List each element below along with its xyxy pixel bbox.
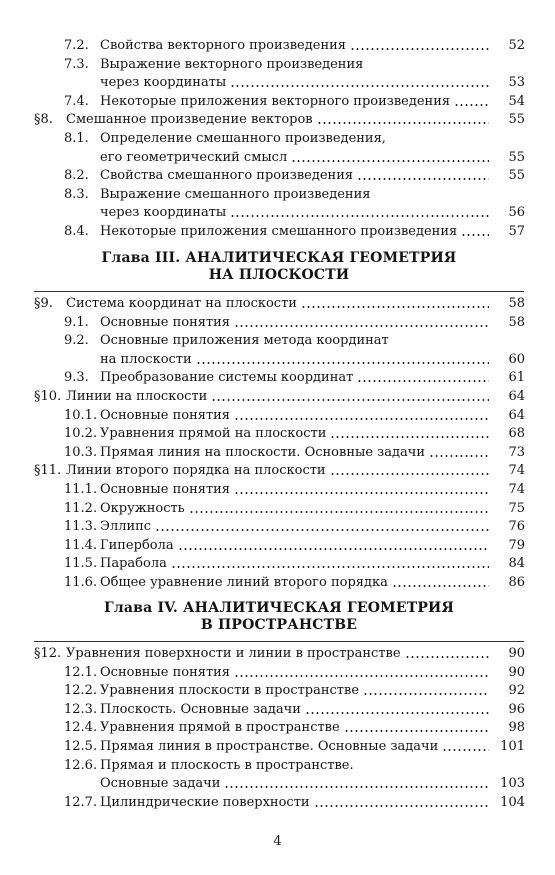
toc-page-number: 79 xyxy=(508,537,525,553)
toc-dot-leader xyxy=(234,675,489,677)
toc-dot-leader xyxy=(230,85,489,87)
toc-entry-title: на плоскости xyxy=(100,351,192,367)
toc-subsection-entry[interactable] xyxy=(64,554,555,572)
toc-subsection-entry[interactable] xyxy=(64,185,555,203)
toc-dot-leader xyxy=(224,786,489,788)
toc-entry-title: Основные приложения метода координат xyxy=(100,333,389,349)
toc-section-entry[interactable] xyxy=(34,387,555,405)
toc-entry-continuation[interactable] xyxy=(100,774,555,792)
toc-entry-title: Основные задачи xyxy=(100,776,221,792)
toc-entry-number: 12.2. xyxy=(64,683,98,699)
toc-dot-leader xyxy=(357,178,489,180)
toc-dot-leader xyxy=(461,234,489,236)
toc-section-entry[interactable] xyxy=(34,644,555,662)
toc-subsection-entry[interactable] xyxy=(64,166,555,184)
toc-dot-leader xyxy=(330,436,489,438)
toc-entry-number: 9.3. xyxy=(64,370,89,386)
toc-subsection-entry[interactable] xyxy=(64,92,555,110)
toc-subsection-entry[interactable] xyxy=(64,573,555,591)
toc-entry-number: 8.4. xyxy=(64,224,89,239)
toc-entry-title: Преобразование системы координат xyxy=(100,370,354,386)
toc-page-number: 55 xyxy=(508,149,525,165)
toc-entry-number: §10. xyxy=(34,389,62,404)
toc-dot-leader xyxy=(363,693,489,695)
toc-entry-title: Плоскость. Основные задачи xyxy=(100,701,301,717)
toc-entry-number: 8.1. xyxy=(64,131,89,146)
toc-page-number: 103 xyxy=(500,776,525,792)
toc-page-number: 60 xyxy=(508,351,525,367)
toc-entry-continuation[interactable] xyxy=(100,350,555,368)
toc-entry-title: Смешанное произведение векторов xyxy=(66,112,313,128)
toc-entry-title: Уравнения плоскости в пространстве xyxy=(100,683,360,699)
toc-subsection-entry[interactable] xyxy=(64,737,555,755)
toc-entry-title: Выражение смешанного произведения xyxy=(100,186,371,202)
toc-entry-number: 11.5. xyxy=(64,556,98,572)
toc-entry-title: Основные понятия xyxy=(100,482,230,497)
toc-entry-title: Некоторые приложения векторного произведения xyxy=(100,93,451,109)
toc-entry-title: Уравнения прямой в пространстве xyxy=(100,720,340,736)
toc-dot-leader xyxy=(314,805,489,807)
toc-subsection-entry[interactable] xyxy=(64,222,555,240)
toc-page-number: 98 xyxy=(508,720,525,736)
toc-entry-title: Свойства смешанного произведения xyxy=(100,168,354,184)
toc-entry-number: 10.2. xyxy=(64,426,98,442)
toc-subsection-entry[interactable] xyxy=(64,536,555,554)
toc-page-number: 75 xyxy=(508,500,525,516)
toc-subsection-entry[interactable] xyxy=(64,443,555,461)
toc-page-number: 52 xyxy=(508,38,525,53)
toc-entry-title: Гипербола xyxy=(100,537,174,553)
toc-entry-title: Прямая линия на плоскости. Основные задачи xyxy=(100,444,426,460)
toc-dot-leader xyxy=(344,730,489,732)
chapter-3-title-line-1: Глава III. АНАЛИТИЧЕСКАЯ ГЕОМЕТРИЯ xyxy=(101,250,457,266)
toc-page-number: 90 xyxy=(508,646,525,661)
toc-entry-number: 10.1. xyxy=(64,407,98,423)
toc-page-number: 55 xyxy=(508,168,525,184)
toc-page-number: 57 xyxy=(508,224,525,239)
toc-dot-leader xyxy=(330,473,489,475)
toc-subsection-entry[interactable] xyxy=(64,129,555,147)
toc-dot-leader xyxy=(171,566,489,568)
chapter-4-divider xyxy=(34,641,524,642)
toc-page-number: 84 xyxy=(508,556,525,572)
toc-subsection-entry[interactable] xyxy=(64,700,555,718)
toc-page-number: 58 xyxy=(508,314,525,330)
toc-entry-number: 11.3. xyxy=(64,519,98,535)
toc-subsection-entry[interactable] xyxy=(64,480,555,498)
toc-entry-continuation[interactable] xyxy=(100,148,555,166)
toc-entry-number: §9. xyxy=(34,296,53,311)
toc-subsection-entry[interactable] xyxy=(64,517,555,535)
toc-subsection-entry[interactable] xyxy=(64,368,555,386)
chapter-3-heading xyxy=(34,250,524,284)
toc-entry-number: 12.6. xyxy=(64,757,98,773)
chapter-3-divider xyxy=(34,291,524,292)
toc-page-number: 58 xyxy=(508,296,525,311)
toc-dot-leader xyxy=(196,362,489,364)
toc-dot-leader xyxy=(230,215,489,217)
toc-section-entry[interactable] xyxy=(34,461,555,479)
toc-entry-title: Выражение векторного произведения xyxy=(100,56,364,72)
toc-page-number: 101 xyxy=(500,739,525,754)
toc-entry-number: 10.3. xyxy=(64,444,98,460)
toc-entry-title: Система координат на плоскости xyxy=(66,296,297,311)
chapter-4-title-line-2: В ПРОСТРАНСТВЕ xyxy=(200,617,358,633)
toc-entry-title: через координаты xyxy=(100,75,227,91)
toc-entry-number: 8.3. xyxy=(64,186,89,202)
toc-subsection-entry[interactable] xyxy=(64,36,555,54)
toc-entry-title: Уравнения прямой на плоскости xyxy=(100,426,327,442)
toc-entry-title: Основные понятия xyxy=(100,407,230,423)
toc-entry-title: Прямая линия в пространстве. Основные задачи xyxy=(100,739,439,754)
toc-page-number: 96 xyxy=(508,701,525,717)
toc-page-number: 56 xyxy=(508,205,525,221)
toc-page-number: 76 xyxy=(508,519,525,535)
toc-page-number: 68 xyxy=(508,426,525,442)
toc-dot-leader xyxy=(405,656,489,658)
toc-entry-number: 11.2. xyxy=(64,500,98,516)
toc-entry-number: 12.1. xyxy=(64,664,98,680)
toc-entry-title: Свойства векторного произведения xyxy=(100,38,346,53)
toc-dot-leader xyxy=(305,712,489,714)
toc-entry-number: §8. xyxy=(34,112,53,128)
toc-subsection-entry[interactable] xyxy=(64,406,555,424)
toc-entry-number: §11. xyxy=(34,463,62,479)
toc-entry-number: 8.2. xyxy=(64,168,89,184)
toc-page-number: 53 xyxy=(508,75,525,91)
toc-subsection-entry[interactable] xyxy=(64,424,555,442)
toc-dot-leader xyxy=(178,548,489,550)
toc-entry-number: 12.5. xyxy=(64,739,98,754)
toc-entry-number: 9.2. xyxy=(64,333,89,349)
toc-dot-leader xyxy=(429,455,489,457)
toc-page-number: 64 xyxy=(508,389,525,404)
toc-dot-leader xyxy=(317,122,489,124)
toc-section-entry[interactable] xyxy=(34,110,555,128)
toc-entry-number: 11.4. xyxy=(64,537,98,553)
toc-dot-leader xyxy=(155,529,489,531)
toc-entry-number: 12.3. xyxy=(64,701,98,717)
toc-page-number: 54 xyxy=(508,93,525,109)
toc-section-entry[interactable] xyxy=(34,294,555,312)
chapter-4-title-line-1: Глава IV. АНАЛИТИЧЕСКАЯ ГЕОМЕТРИЯ xyxy=(103,600,455,616)
toc-subsection-entry[interactable] xyxy=(64,718,555,736)
toc-entry-title: Основные понятия xyxy=(100,664,230,680)
toc-dot-leader xyxy=(392,585,489,587)
toc-entry-number: 11.6. xyxy=(64,575,98,590)
toc-subsection-entry[interactable] xyxy=(64,663,555,681)
toc-entry-title: Парабола xyxy=(100,556,167,572)
toc-page-number: 55 xyxy=(508,112,525,128)
toc-page-number: 104 xyxy=(500,794,525,810)
toc-subsection-entry[interactable] xyxy=(64,499,555,517)
toc-entry-title: Прямая и плоскость в пространстве. xyxy=(100,757,354,773)
toc-entry-title: его геометрический смысл xyxy=(100,149,288,165)
toc-entry-number: 7.2. xyxy=(64,38,89,53)
toc-entry-title: Линии на плоскости xyxy=(66,389,208,404)
toc-page-number: 64 xyxy=(508,407,525,423)
toc-entry-number: 12.7. xyxy=(64,794,98,810)
toc-subsection-entry[interactable] xyxy=(64,313,555,331)
toc-dot-leader xyxy=(189,511,489,513)
toc-dot-leader xyxy=(357,380,489,382)
toc-entry-number: 7.4. xyxy=(64,93,89,109)
toc-dot-leader xyxy=(442,749,489,751)
toc-entry-number: §12. xyxy=(34,646,62,661)
toc-entry-title: через координаты xyxy=(100,205,227,221)
toc-page-number: 61 xyxy=(508,370,525,386)
toc-entry-title: Уравнения поверхности и линии в пространстве xyxy=(66,646,401,661)
toc-dot-leader xyxy=(350,48,489,50)
toc-dot-leader xyxy=(291,160,489,162)
toc-entry-title: Цилиндрические поверхности xyxy=(100,794,310,810)
toc-entry-title: Эллипс xyxy=(100,519,152,535)
toc-page-number: 74 xyxy=(508,463,525,479)
toc-dot-leader xyxy=(234,418,489,420)
chapter-3-title-line-2: НА ПЛОСКОСТИ xyxy=(208,267,350,283)
toc-entry-number: 12.4. xyxy=(64,720,98,736)
chapter-4-heading xyxy=(34,600,524,634)
toc-dot-leader xyxy=(211,399,489,401)
toc-dot-leader xyxy=(234,325,489,327)
toc-entry-number: 9.1. xyxy=(64,314,89,330)
toc-subsection-entry[interactable] xyxy=(64,756,555,774)
page-number: 4 xyxy=(273,834,282,849)
toc-entry-title: Основные понятия xyxy=(100,314,230,330)
toc-page-number: 86 xyxy=(508,575,525,590)
toc-entry-continuation[interactable] xyxy=(100,73,555,91)
toc-page-number: 92 xyxy=(508,683,525,699)
toc-entry-number: 11.1. xyxy=(64,482,98,497)
toc-page-number: 73 xyxy=(508,444,525,460)
toc-dot-leader xyxy=(301,306,489,308)
toc-subsection-entry[interactable] xyxy=(64,793,555,811)
toc-page-number: 74 xyxy=(508,482,525,497)
toc-page-number: 90 xyxy=(508,664,525,680)
toc-entry-number: 7.3. xyxy=(64,56,89,72)
toc-dot-leader xyxy=(234,492,489,494)
toc-entry-title: Некоторые приложения смешанного произведения xyxy=(100,224,458,239)
toc-entry-continuation[interactable] xyxy=(100,203,555,221)
toc-subsection-entry[interactable] xyxy=(64,331,555,349)
toc-entry-title: Окружность xyxy=(100,500,185,516)
toc-subsection-entry[interactable] xyxy=(64,55,555,73)
toc-entry-title: Линии второго порядка на плоскости xyxy=(66,463,326,479)
toc-dot-leader xyxy=(454,104,489,106)
toc-entry-title: Определение смешанного произведения, xyxy=(100,131,386,146)
toc-subsection-entry[interactable] xyxy=(64,681,555,699)
toc-entry-title: Общее уравнение линий второго порядка xyxy=(100,575,388,590)
